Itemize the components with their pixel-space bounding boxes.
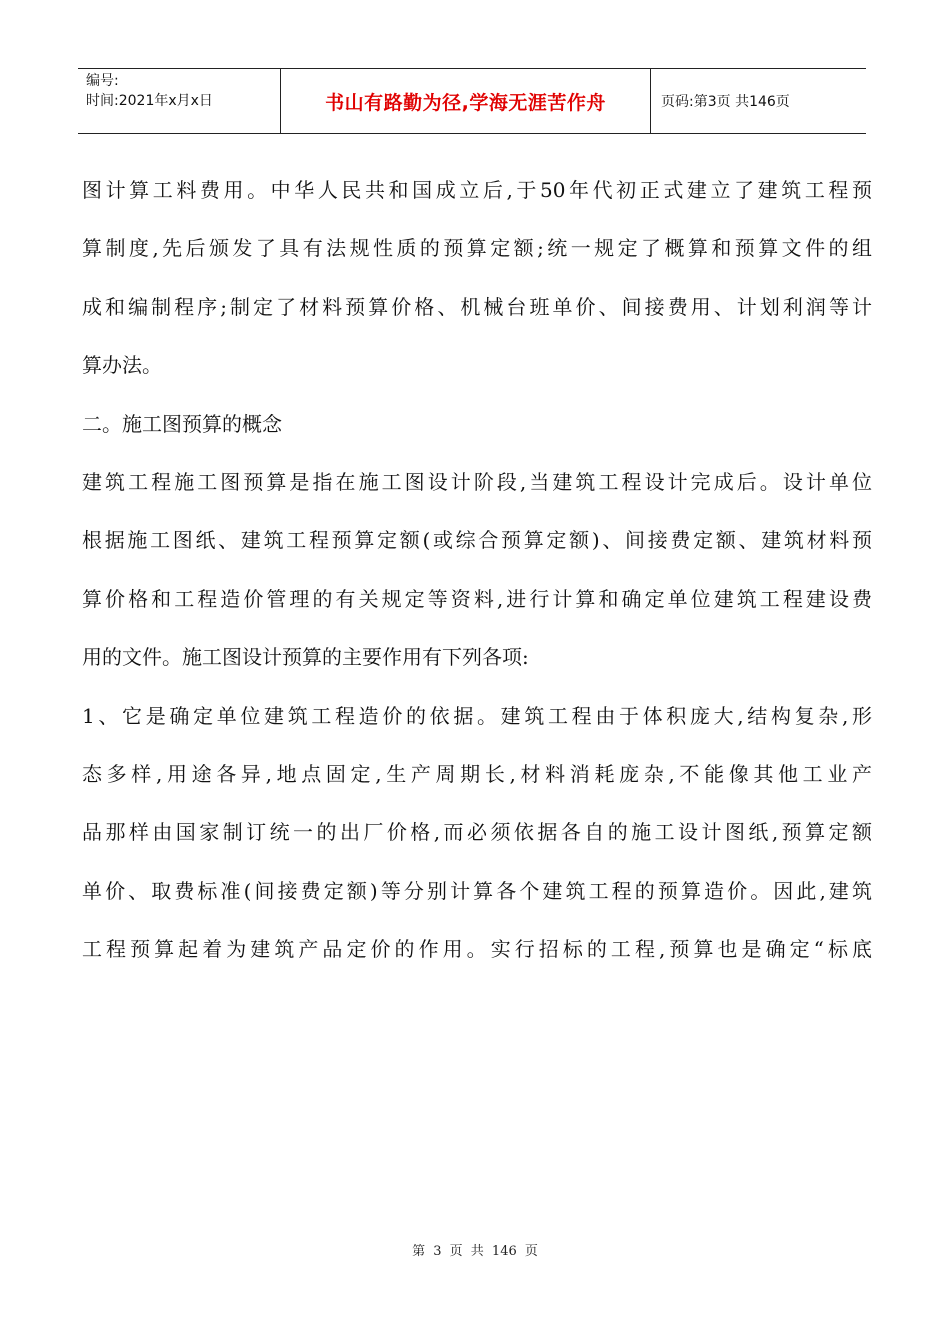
document-number-label: 编号:	[86, 73, 119, 89]
paragraph-line: 算制度,先后颁发了具有法规性质的预算定额;统一规定了概算和预算文件的组	[82, 236, 872, 261]
paragraph-line: 1、它是确定单位建筑工程造价的依据。建筑工程由于体积庞大,结构复杂,形	[82, 703, 872, 728]
paragraph-line: 图计算工料费用。中华人民共和国成立后,于50年代初正式建立了建筑工程预	[82, 178, 872, 202]
paragraph-line: 算价格和工程造价管理的有关规定等资料,进行计算和确定单位建筑工程建设费	[82, 586, 872, 611]
document-body	[82, 170, 872, 987]
paragraph-line: 态多样,用途各异,地点固定,生产周期长,材料消耗庞杂,不能像其他工业产	[82, 761, 872, 786]
page-footer: 第 3 页 共 146 页	[412, 1244, 538, 1259]
header-meta	[78, 69, 281, 133]
paragraph-line: 单价、取费标准(间接费定额)等分别计算各个建筑工程的预算造价。因此,建筑	[82, 878, 872, 903]
document-date-label: 时间:2021年x月x日	[86, 93, 213, 109]
paragraph-line: 建筑工程施工图预算是指在施工图设计阶段,当建筑工程设计完成后。设计单位	[82, 469, 872, 494]
section-heading: 二。施工图预算的概念	[82, 411, 282, 436]
paragraph-line: 算办法。	[82, 353, 162, 378]
page-header	[78, 68, 866, 134]
header-motto: 书山有路勤为径,学海无涯苦作舟	[281, 69, 651, 133]
header-page-number: 页码:第3页 共146页	[661, 94, 790, 110]
paragraph-line: 工程预算起着为建筑产品定价的作用。实行招标的工程,预算也是确定“标底	[82, 937, 872, 962]
paragraph-line: 用的文件。施工图设计预算的主要作用有下列各项:	[82, 645, 529, 670]
paragraph-line: 根据施工图纸、建筑工程预算定额(或综合预算定额)、间接费定额、建筑材料预	[82, 528, 872, 553]
paragraph-line: 成和编制程序;制定了材料预算价格、机械台班单价、间接费用、计划利润等计	[82, 294, 872, 319]
paragraph-line: 品那样由国家制订统一的出厂价格,而必须依据各自的施工设计图纸,预算定额	[82, 820, 872, 845]
